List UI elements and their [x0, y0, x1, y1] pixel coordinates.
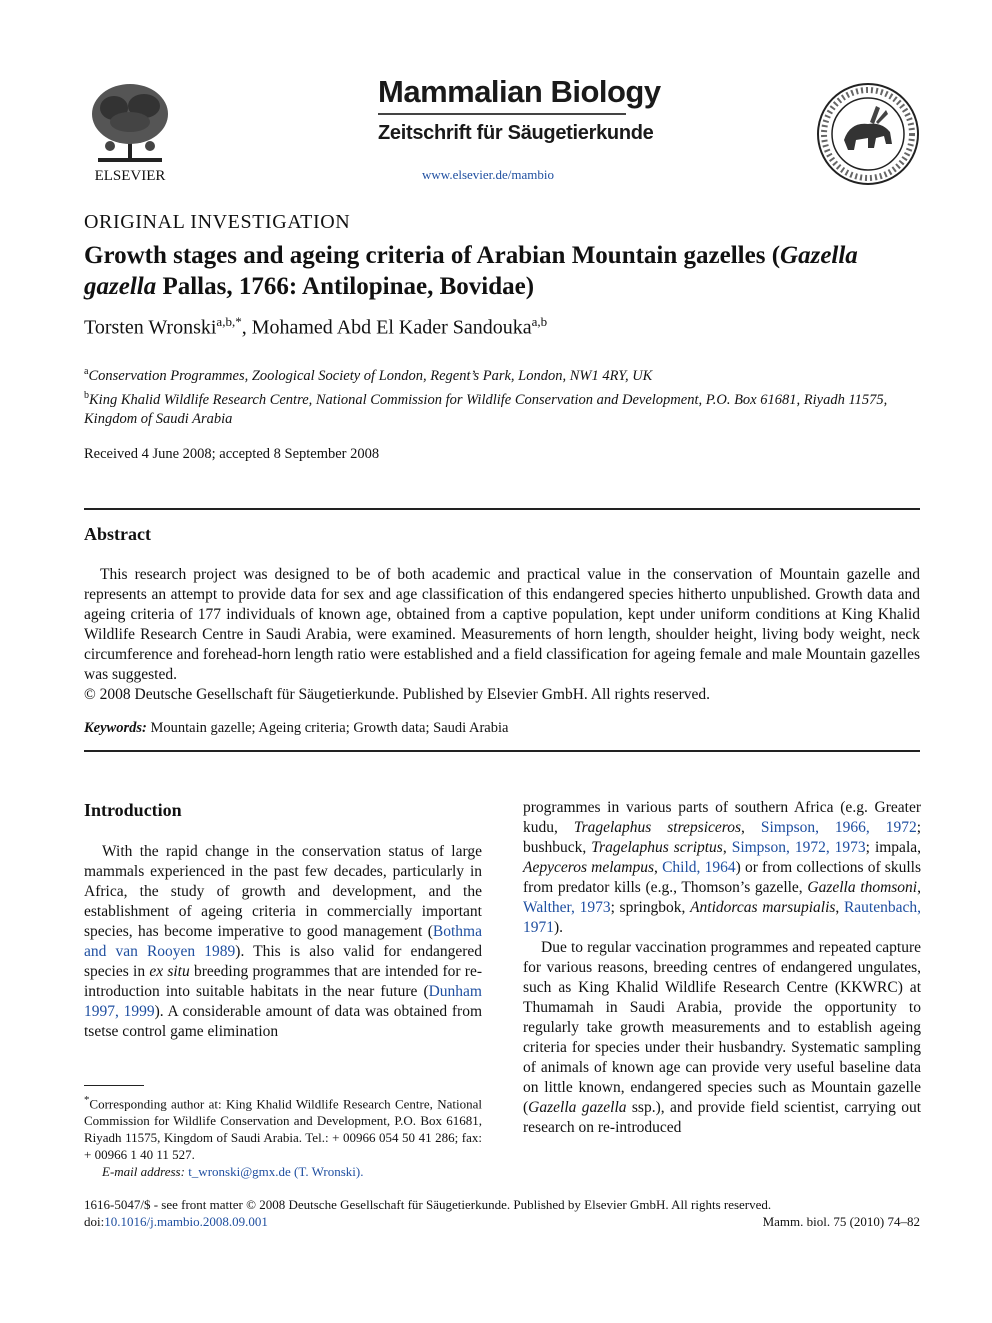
abstract-copyright: © 2008 Deutsche Gesellschaft für Säugetierkunde. Published by Elsevier GmbH. All rights reserved.	[84, 686, 711, 703]
elsevier-wordmark: ELSEVIER	[94, 168, 166, 184]
journal-title-rule	[378, 113, 626, 115]
reference-link[interactable]: Simpson, 1972, 1973	[731, 839, 866, 856]
abstract-body	[84, 565, 920, 705]
body-column-right	[523, 798, 921, 1138]
reference-link[interactable]: Walther, 1973	[523, 899, 611, 916]
journal-url-link[interactable]: www.elsevier.de/mambio	[422, 167, 555, 182]
abstract-heading: Abstract	[84, 524, 151, 544]
affiliations	[84, 362, 924, 429]
citation: Mamm. biol. 75 (2010) 74–82	[762, 1214, 920, 1229]
journal-title: Mammalian Biology	[378, 74, 661, 109]
society-seal-logo	[816, 82, 920, 186]
keywords-label: Keywords:	[84, 720, 147, 736]
journal-subtitle: Zeitschrift für Säugetierkunde	[378, 122, 654, 144]
email-line: E-mail address: t_wronski@gmx.de (T. Wronski).	[102, 1164, 364, 1180]
footer-copyright: 1616-5047/$ - see front matter © 2008 Deutsche Gesellschaft für Säugetierkunde. Published by Elsevier GmbH. All rights reserved.	[84, 1197, 772, 1212]
divider	[84, 750, 920, 752]
keywords-list: Mountain gazelle; Ageing criteria; Growth data; Saudi Arabia	[146, 720, 509, 736]
reference-link[interactable]: Dunham 1997, 1999	[84, 983, 482, 1020]
keywords	[84, 720, 920, 737]
doi-link[interactable]: 10.1016/j.mambio.2008.09.001	[104, 1214, 268, 1229]
body-column-left	[84, 842, 482, 1042]
section-label: ORIGINAL INVESTIGATION	[84, 211, 351, 233]
divider	[84, 508, 920, 510]
author-list: Torsten Wronski$^{a,b,*}$, Mohamed Abd El Kader Sandouka$^{a,b}$	[84, 314, 548, 339]
reference-link[interactable]: Child, 1964	[662, 859, 736, 876]
paragraph: Due to regular vaccination programmes and repeated capture for various reasons, breeding centres of endangered ungulates, such as King Khalid Wildlife Research Centre (KKWRC) at Thumamah in Saudi Arabia, provide the opportunity to regularly take growth measurements and to establish ageing criteria for species under their husbandry. Systematic sampling of animals of known age can provide very useful baseline data on little known, endangered species such as Mountain gazelle (Gazella gazella ssp.), and provide field scientist, carrying out research on re-introduced	[523, 939, 921, 1136]
paragraph: With the rapid change in the conservation status of large mammals experienced in the past few decades, particularly in Africa, the study of growth and development, and the establishment of ageing criteria in commercially important species, has become imperative to good management (Bothma and van Rooyen 1989). This is also valid for endangered species in ex situ breeding programmes that are intended for re-introduction into suitable habitats in the near future (Dunham 1997, 1999). A considerable amount of data was obtained from tsetse control game elimination	[84, 843, 483, 1040]
author-affiliation-mark: a,b	[531, 314, 548, 329]
email-link[interactable]: t_wronski@gmx.de (T. Wronski).	[184, 1164, 364, 1180]
corresponding-author-note: *Corresponding author at: King Khalid Wildlife Research Centre, National Commission for Wildlife Conservation and Development, P.O. Box 61681, Riyadh 11575, Kingdom of Saudi Arabia. Tel.: + 00966 054 50 41 286; fax: + 00966 1 40 11 527.	[84, 1094, 482, 1163]
reference-link[interactable]: Bothma and van Rooyen 1989	[84, 923, 482, 960]
reference-link[interactable]: Rautenbach, 1971	[523, 899, 921, 936]
introduction-heading: Introduction	[84, 800, 182, 820]
elsevier-logo	[84, 80, 176, 184]
author-affiliation-mark: a,b,*	[216, 314, 242, 329]
received-dates: Received 4 June 2008; accepted 8 September 2008	[84, 446, 380, 462]
author-name: Torsten Wronski	[84, 316, 217, 339]
species-name: Gazella gazella	[84, 242, 858, 300]
affiliation-a: $^a$Conservation Programmes, Zoological Society of London, Regent’s Park, London, NW1 4RY, UK	[84, 366, 653, 384]
reference-link[interactable]: Simpson, 1966, 1972	[760, 819, 917, 836]
author-name: Mohamed Abd El Kader Sandouka	[251, 316, 532, 339]
doi-line: doi:10.1016/j.mambio.2008.09.001	[84, 1214, 268, 1229]
article-title: Growth stages and ageing criteria of Arabian Mountain gazelles (Gazella gazella Pallas, 1766: Antilopinae, Bovidae)	[84, 242, 858, 300]
footnote	[84, 1092, 482, 1180]
footnote-rule	[84, 1085, 144, 1086]
abstract-text: This research project was designed to be of both academic and practical value in the conservation of Mountain gazelle and represents an attempt to provide data for sex and age classification of this endangered species hitherto unpublished. Growth data and ageing criteria of 177 individuals of known age, obtained from a captive population, kept under uniform conditions at King Khalid Wildlife Research Centre in Saudi Arabia, were examined. Measurements of horn length, shoulder height, living body weight, neck circumference and forehead-horn length ratio were established and a field classification for ageing female and male Mountain gazelles was suggested.	[84, 566, 920, 683]
paragraph: programmes in various parts of southern Africa (e.g. Greater kudu, Tragelaphus strepsiceros, Simpson, 1966, 1972; bushbuck, Tragelaphus scriptus, Simpson, 1972, 1973; impala, Aepyceros melampus, Child, 1964) or from collections of skulls from predator kills (e.g., Thomson’s gazelle, Gazella thomsoni, Walther, 1973; springbok, Antidorcas marsupialis, Rautenbach, 1971).	[523, 799, 922, 936]
affiliation-b: $^b$King Khalid Wildlife Research Centre, National Commission for Wildlife Conservation and Development, P.O. Box 61681, Riyadh 11575, Kingdom of Saudi Arabia	[84, 389, 888, 427]
